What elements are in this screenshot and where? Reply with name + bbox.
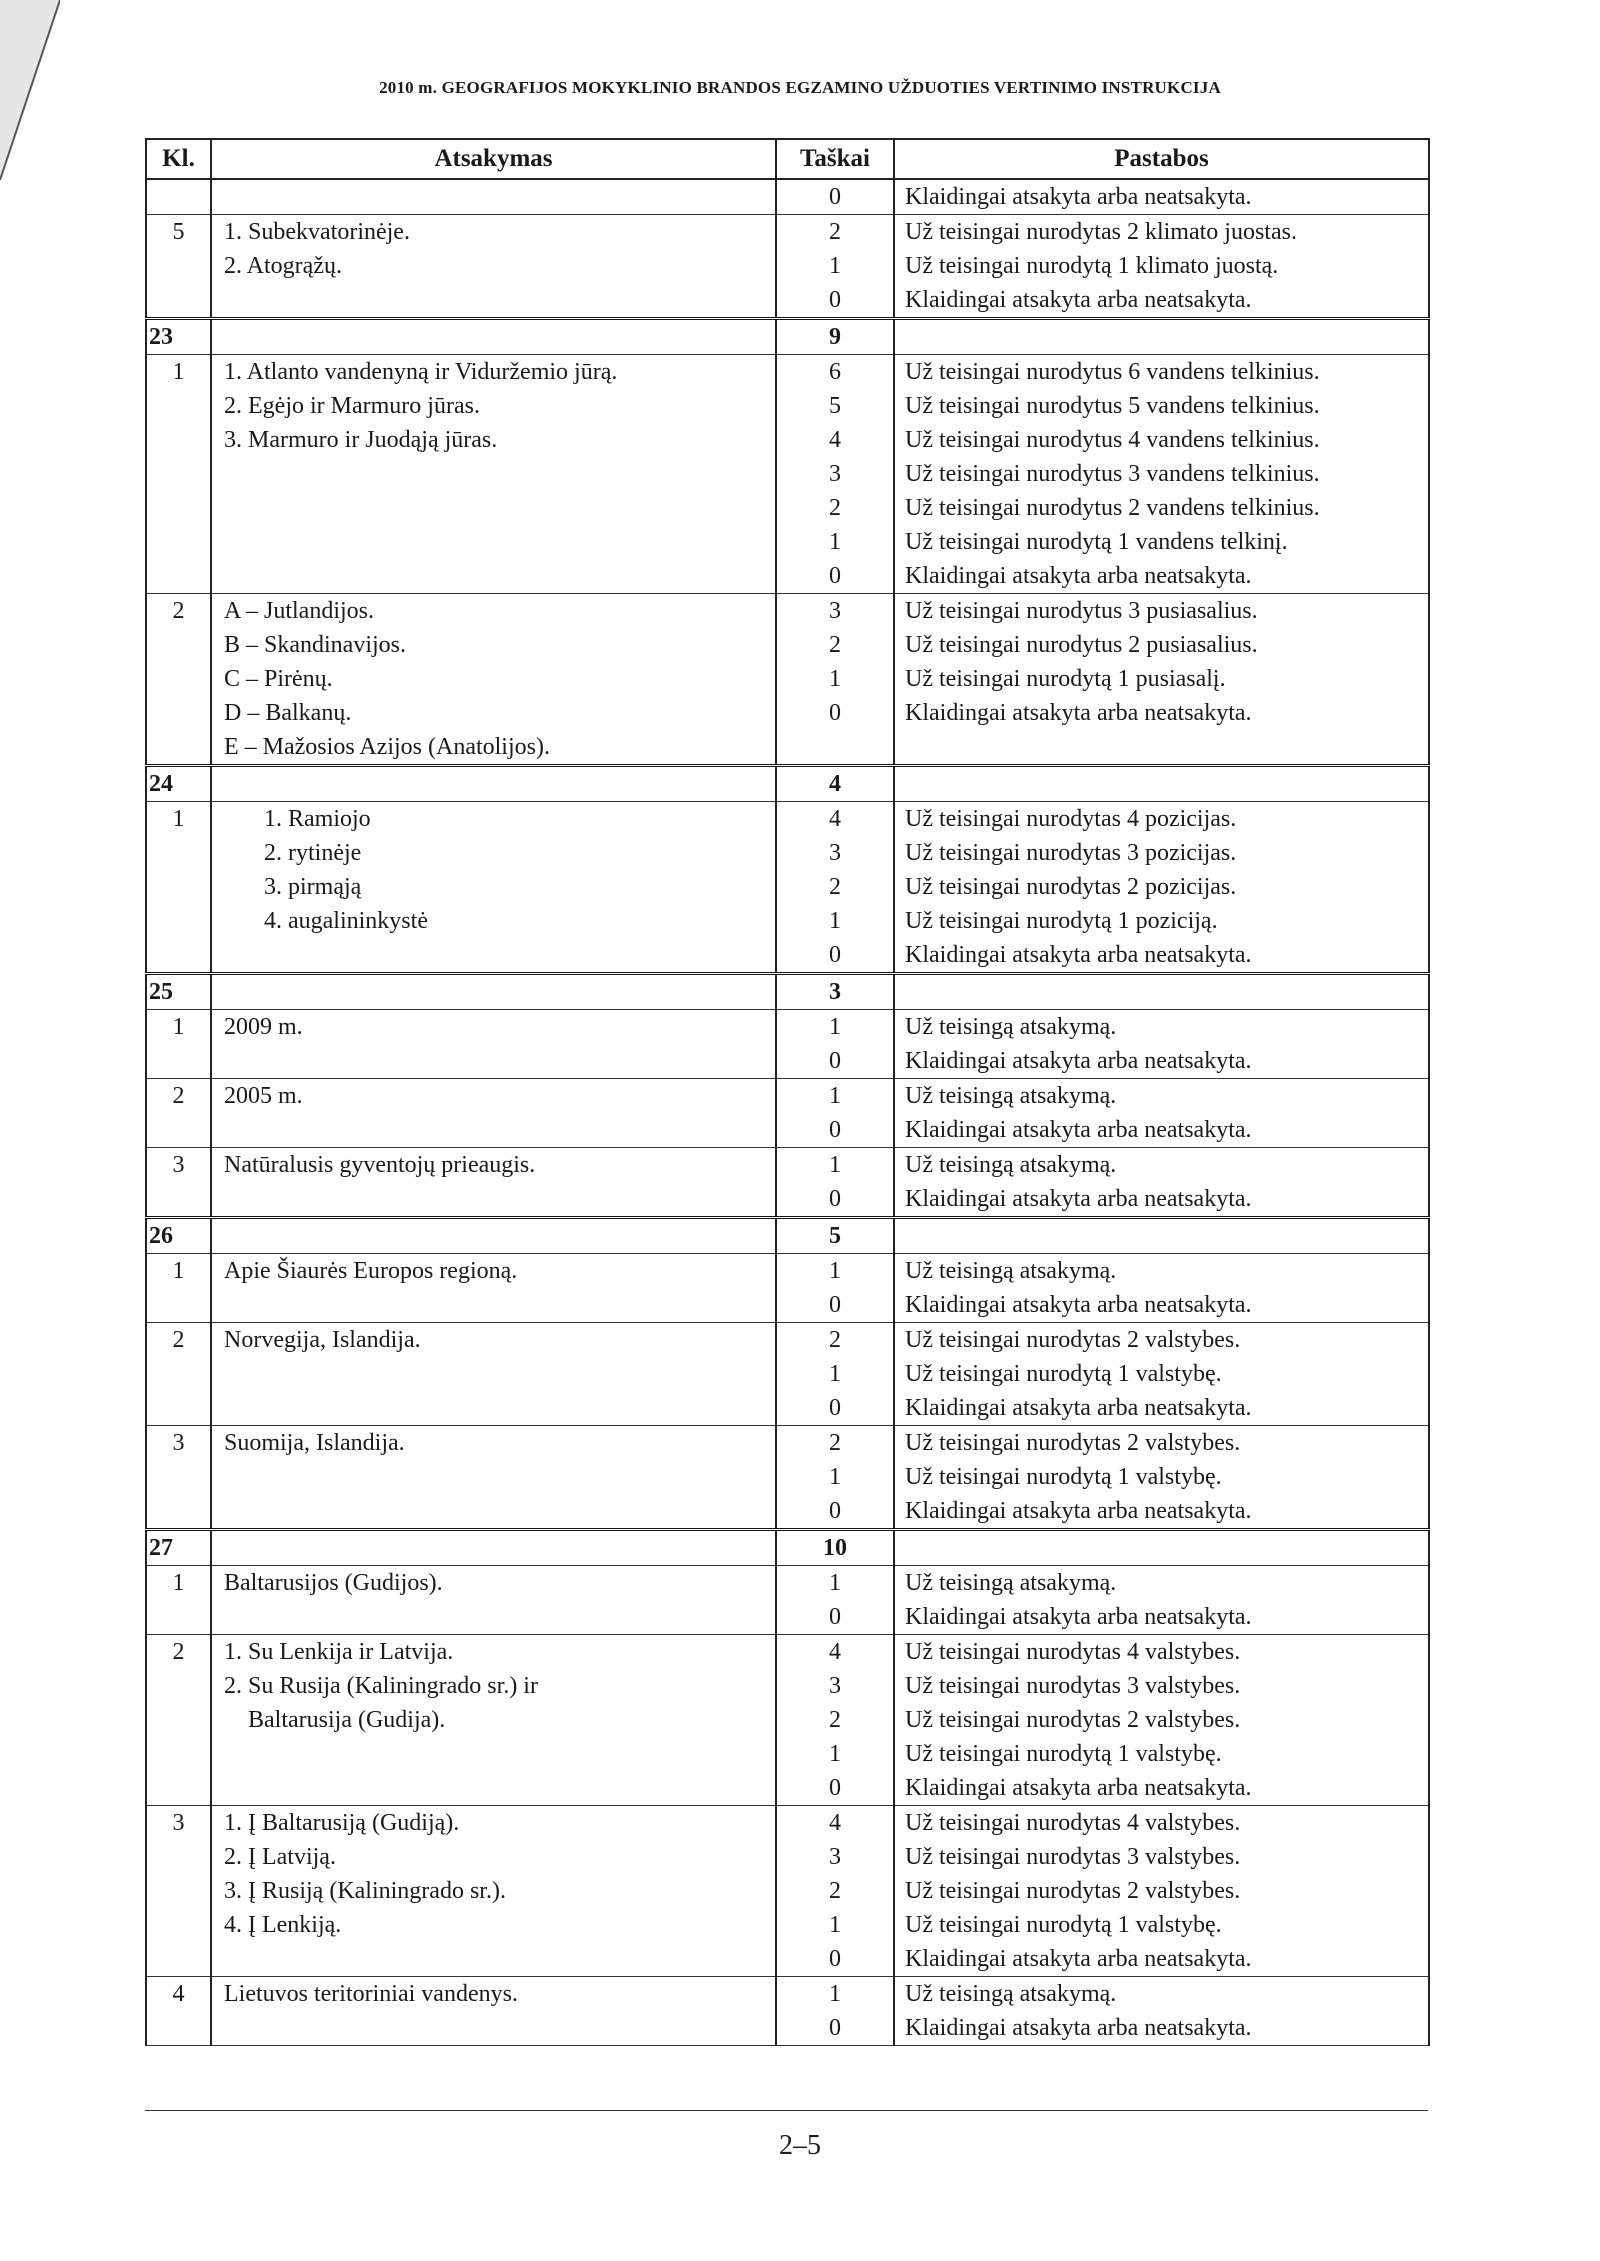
points-value: 5 bbox=[829, 393, 841, 419]
empty-cell bbox=[894, 766, 1429, 802]
note-line: Klaidingai atsakyta arba neatsakyta. bbox=[905, 1775, 1252, 1801]
answer-line: 1. Su Lenkija ir Latvija. bbox=[224, 1639, 454, 1665]
table-row bbox=[146, 1148, 1429, 1218]
question-row bbox=[146, 1218, 1429, 1254]
answer-cell bbox=[211, 1323, 776, 1426]
answer-line: B – Skandinavijos. bbox=[224, 632, 407, 658]
points-value: 0 bbox=[829, 942, 841, 968]
points-value: 2 bbox=[829, 219, 841, 245]
note-line: Už teisingai nurodytą 1 pusiasalį. bbox=[905, 666, 1226, 692]
answer-cell bbox=[211, 1010, 776, 1079]
points-cell bbox=[776, 594, 894, 766]
subquestion-number: 2 bbox=[146, 1635, 211, 1806]
points-value: 0 bbox=[829, 700, 841, 726]
subquestion-number: 1 bbox=[146, 355, 211, 594]
column-header-answer: Atsakymas bbox=[211, 139, 776, 179]
points-value: 0 bbox=[829, 287, 841, 313]
notes-cell bbox=[894, 179, 1429, 215]
question-number: 23 bbox=[146, 319, 211, 355]
points-value: 1 bbox=[829, 1570, 841, 1596]
answer-cell bbox=[211, 355, 776, 594]
points-value: 0 bbox=[829, 1498, 841, 1524]
notes-cell bbox=[894, 1426, 1429, 1530]
page-header: 2010 m. GEOGRAFIJOS MOKYKLINIO BRANDOS EGZAMINO UŽDUOTIES VERTINIMO INSTRUKCIJA bbox=[379, 78, 1221, 97]
subquestion-number: 4 bbox=[146, 1977, 211, 2046]
grading-table bbox=[145, 138, 1430, 2046]
table-row bbox=[146, 179, 1429, 215]
table-row bbox=[146, 1566, 1429, 1635]
points-value: 1 bbox=[829, 1361, 841, 1387]
points-value: 2 bbox=[829, 1707, 841, 1733]
answer-line: 2. Su Rusija (Kaliningrado sr.) ir bbox=[224, 1673, 538, 1699]
answer-line: Apie Šiaurės Europos regioną. bbox=[224, 1258, 518, 1284]
subquestion-number: 5 bbox=[146, 215, 211, 319]
notes-cell bbox=[894, 1010, 1429, 1079]
answer-line: Baltarusija (Gudija). bbox=[224, 1707, 446, 1733]
empty-cell bbox=[211, 766, 776, 802]
table-row bbox=[146, 802, 1429, 974]
note-line: Už teisingą atsakymą. bbox=[905, 1152, 1117, 1178]
note-line: Klaidingai atsakyta arba neatsakyta. bbox=[905, 1186, 1252, 1212]
answer-line: Suomija, Islandija. bbox=[224, 1430, 405, 1456]
answer-cell bbox=[211, 1426, 776, 1530]
note-line: Klaidingai atsakyta arba neatsakyta. bbox=[905, 563, 1252, 589]
answer-line: 2009 m. bbox=[224, 1014, 303, 1040]
points-value: 3 bbox=[829, 1673, 841, 1699]
empty-cell bbox=[894, 319, 1429, 355]
points-value: 1 bbox=[829, 529, 841, 555]
points-value: 2 bbox=[829, 874, 841, 900]
note-line: Už teisingą atsakymą. bbox=[905, 1570, 1117, 1596]
points-cell bbox=[776, 1566, 894, 1635]
empty-cell bbox=[211, 974, 776, 1010]
subquestion-number bbox=[146, 179, 211, 215]
points-value: 2 bbox=[829, 1430, 841, 1456]
answer-line: 1. Ramiojo bbox=[264, 806, 371, 832]
points-value: 4 bbox=[829, 1810, 841, 1836]
points-cell bbox=[776, 215, 894, 319]
points-cell bbox=[776, 1635, 894, 1806]
notes-cell bbox=[894, 1806, 1429, 1977]
question-total-points: 4 bbox=[776, 766, 894, 802]
subquestion-number: 1 bbox=[146, 802, 211, 974]
answer-cell bbox=[211, 1254, 776, 1323]
points-value: 2 bbox=[829, 1327, 841, 1353]
subquestion-number: 3 bbox=[146, 1148, 211, 1218]
question-number: 25 bbox=[146, 974, 211, 1010]
points-value: 1 bbox=[829, 1258, 841, 1284]
answer-line: 3. Į Rusiją (Kaliningrado sr.). bbox=[224, 1878, 506, 1904]
answer-cell bbox=[211, 1148, 776, 1218]
note-line: Už teisingai nurodytą 1 valstybę. bbox=[905, 1464, 1222, 1490]
note-line: Klaidingai atsakyta arba neatsakyta. bbox=[905, 1604, 1252, 1630]
points-value: 3 bbox=[829, 1844, 841, 1870]
answer-line: 4. Į Lenkiją. bbox=[224, 1912, 342, 1938]
table-row bbox=[146, 1977, 1429, 2046]
points-value: 4 bbox=[829, 427, 841, 453]
points-cell bbox=[776, 1426, 894, 1530]
question-row bbox=[146, 766, 1429, 802]
notes-cell bbox=[894, 1148, 1429, 1218]
note-line: Už teisingai nurodytus 4 vandens telkinius. bbox=[905, 427, 1320, 453]
question-total-points: 3 bbox=[776, 974, 894, 1010]
points-value: 1 bbox=[829, 1464, 841, 1490]
note-line: Klaidingai atsakyta arba neatsakyta. bbox=[905, 1395, 1252, 1421]
points-cell bbox=[776, 1806, 894, 1977]
points-value: 1 bbox=[829, 666, 841, 692]
answer-line: 2. Egėjo ir Marmuro jūras. bbox=[224, 393, 480, 419]
answer-line: A – Jutlandijos. bbox=[224, 598, 375, 624]
points-cell bbox=[776, 355, 894, 594]
notes-cell bbox=[894, 802, 1429, 974]
notes-cell bbox=[894, 1079, 1429, 1148]
answer-line: Lietuvos teritoriniai vandenys. bbox=[224, 1981, 518, 2007]
answer-line: 4. augalininkystė bbox=[264, 908, 428, 934]
points-value: 2 bbox=[829, 1878, 841, 1904]
answer-cell bbox=[211, 1079, 776, 1148]
notes-cell bbox=[894, 1635, 1429, 1806]
subquestion-number: 1 bbox=[146, 1566, 211, 1635]
points-value: 0 bbox=[829, 1117, 841, 1143]
answer-line: 2. rytinėje bbox=[264, 840, 362, 866]
subquestion-number: 3 bbox=[146, 1806, 211, 1977]
note-line: Už teisingai nurodytas 4 valstybes. bbox=[905, 1810, 1241, 1836]
note-line: Už teisingai nurodytas 3 pozicijas. bbox=[905, 840, 1237, 866]
points-value: 2 bbox=[829, 495, 841, 521]
table-row bbox=[146, 1010, 1429, 1079]
question-number: 26 bbox=[146, 1218, 211, 1254]
note-line: Už teisingą atsakymą. bbox=[905, 1014, 1117, 1040]
note-line: Klaidingai atsakyta arba neatsakyta. bbox=[905, 700, 1252, 726]
points-value: 0 bbox=[829, 1395, 841, 1421]
note-line: Už teisingai nurodytą 1 valstybę. bbox=[905, 1741, 1222, 1767]
points-value: 4 bbox=[829, 806, 841, 832]
points-value: 0 bbox=[829, 1048, 841, 1074]
notes-cell bbox=[894, 1323, 1429, 1426]
page-number: 2–5 bbox=[779, 2130, 821, 2161]
column-header-points: Taškai bbox=[776, 139, 894, 179]
points-value: 0 bbox=[829, 563, 841, 589]
note-line: Už teisingai nurodytus 5 vandens telkinius. bbox=[905, 393, 1320, 419]
answer-cell bbox=[211, 1806, 776, 1977]
empty-cell bbox=[894, 1218, 1429, 1254]
answer-line: 2005 m. bbox=[224, 1083, 303, 1109]
note-line: Už teisingai nurodytas 2 klimato juostas. bbox=[905, 219, 1297, 245]
notes-cell bbox=[894, 594, 1429, 766]
note-line: Už teisingą atsakymą. bbox=[905, 1083, 1117, 1109]
points-value: 3 bbox=[829, 461, 841, 487]
table-row bbox=[146, 355, 1429, 594]
points-value: 0 bbox=[829, 1775, 841, 1801]
notes-cell bbox=[894, 215, 1429, 319]
answer-cell bbox=[211, 1977, 776, 2046]
subquestion-number: 3 bbox=[146, 1426, 211, 1530]
question-row bbox=[146, 1530, 1429, 1566]
note-line: Klaidingai atsakyta arba neatsakyta. bbox=[905, 287, 1252, 313]
note-line: Už teisingą atsakymą. bbox=[905, 1258, 1117, 1284]
note-line: Už teisingai nurodytą 1 valstybę. bbox=[905, 1912, 1222, 1938]
answer-line: Norvegija, Islandija. bbox=[224, 1327, 421, 1353]
points-value: 4 bbox=[829, 1639, 841, 1665]
answer-line: 2. Atogrąžų. bbox=[224, 253, 342, 279]
subquestion-number: 1 bbox=[146, 1254, 211, 1323]
note-line: Už teisingai nurodytus 2 pusiasalius. bbox=[905, 632, 1258, 658]
question-number: 24 bbox=[146, 766, 211, 802]
points-cell bbox=[776, 802, 894, 974]
table-body bbox=[146, 179, 1429, 2046]
points-value: 1 bbox=[829, 908, 841, 934]
answer-line: Baltarusijos (Gudijos). bbox=[224, 1570, 443, 1596]
points-value: 6 bbox=[829, 359, 841, 385]
empty-cell bbox=[894, 974, 1429, 1010]
note-line: Už teisingai nurodytas 2 valstybes. bbox=[905, 1430, 1241, 1456]
note-line: Už teisingai nurodytas 2 valstybes. bbox=[905, 1878, 1241, 1904]
column-header-kl: Kl. bbox=[146, 139, 211, 179]
column-header-notes: Pastabos bbox=[894, 139, 1429, 179]
subquestion-number: 2 bbox=[146, 1079, 211, 1148]
points-cell bbox=[776, 1079, 894, 1148]
points-value: 0 bbox=[829, 1946, 841, 1972]
note-line: Klaidingai atsakyta arba neatsakyta. bbox=[905, 1117, 1252, 1143]
points-value: 1 bbox=[829, 1083, 841, 1109]
table-row bbox=[146, 1426, 1429, 1530]
notes-cell bbox=[894, 1566, 1429, 1635]
note-line: Už teisingai nurodytą 1 vandens telkinį. bbox=[905, 529, 1288, 555]
answer-line: E – Mažosios Azijos (Anatolijos). bbox=[224, 734, 550, 760]
note-line: Klaidingai atsakyta arba neatsakyta. bbox=[905, 2015, 1252, 2041]
answer-line: D – Balkanų. bbox=[224, 700, 352, 726]
note-line: Už teisingai nurodytas 4 pozicijas. bbox=[905, 806, 1237, 832]
points-cell bbox=[776, 1323, 894, 1426]
note-line: Už teisingai nurodytus 6 vandens telkinius. bbox=[905, 359, 1320, 385]
note-line: Už teisingai nurodytus 2 vandens telkinius. bbox=[905, 495, 1320, 521]
table-row bbox=[146, 1079, 1429, 1148]
note-line: Už teisingai nurodytą 1 poziciją. bbox=[905, 908, 1218, 934]
answer-cell bbox=[211, 1566, 776, 1635]
points-value: 1 bbox=[829, 1014, 841, 1040]
answer-cell bbox=[211, 1635, 776, 1806]
empty-cell bbox=[894, 1530, 1429, 1566]
points-cell bbox=[776, 1977, 894, 2046]
answer-line: C – Pirėnų. bbox=[224, 666, 333, 692]
notes-cell bbox=[894, 1977, 1429, 2046]
note-line: Klaidingai atsakyta arba neatsakyta. bbox=[905, 942, 1252, 968]
question-total-points: 9 bbox=[776, 319, 894, 355]
table-row bbox=[146, 1635, 1429, 1806]
points-cell bbox=[776, 1254, 894, 1323]
table-row bbox=[146, 1323, 1429, 1426]
points-cell bbox=[776, 1010, 894, 1079]
subquestion-number: 2 bbox=[146, 594, 211, 766]
note-line: Už teisingą atsakymą. bbox=[905, 1981, 1117, 2007]
empty-cell bbox=[211, 319, 776, 355]
note-line: Klaidingai atsakyta arba neatsakyta. bbox=[905, 1048, 1252, 1074]
note-line: Klaidingai atsakyta arba neatsakyta. bbox=[905, 1498, 1252, 1524]
table-header-row bbox=[146, 139, 1429, 179]
points-value: 0 bbox=[829, 184, 841, 210]
points-value: 3 bbox=[829, 840, 841, 866]
points-value: 0 bbox=[829, 1186, 841, 1212]
empty-cell bbox=[211, 1218, 776, 1254]
points-value: 0 bbox=[829, 1604, 841, 1630]
note-line: Už teisingai nurodytas 2 valstybes. bbox=[905, 1707, 1241, 1733]
points-value: 3 bbox=[829, 598, 841, 624]
answer-line: 3. pirmąją bbox=[264, 874, 362, 900]
note-line: Už teisingai nurodytą 1 klimato juostą. bbox=[905, 253, 1279, 279]
answer-cell bbox=[211, 594, 776, 766]
question-row bbox=[146, 319, 1429, 355]
subquestion-number: 1 bbox=[146, 1010, 211, 1079]
note-line: Už teisingai nurodytas 2 pozicijas. bbox=[905, 874, 1237, 900]
points-value: 2 bbox=[829, 632, 841, 658]
answer-line: 2. Į Latviją. bbox=[224, 1844, 336, 1870]
note-line: Už teisingai nurodytą 1 valstybę. bbox=[905, 1361, 1222, 1387]
note-line: Už teisingai nurodytas 3 valstybes. bbox=[905, 1673, 1241, 1699]
note-line: Už teisingai nurodytas 3 valstybes. bbox=[905, 1844, 1241, 1870]
points-value: 1 bbox=[829, 1152, 841, 1178]
note-line: Klaidingai atsakyta arba neatsakyta. bbox=[905, 1292, 1252, 1318]
points-cell bbox=[776, 1148, 894, 1218]
note-line: Klaidingai atsakyta arba neatsakyta. bbox=[905, 184, 1252, 210]
table-row bbox=[146, 594, 1429, 766]
question-row bbox=[146, 974, 1429, 1010]
points-value: 1 bbox=[829, 253, 841, 279]
answer-line: 1. Atlanto vandenyną ir Viduržemio jūrą. bbox=[224, 359, 618, 385]
answer-cell bbox=[211, 215, 776, 319]
points-cell bbox=[776, 179, 894, 215]
note-line: Už teisingai nurodytas 2 valstybes. bbox=[905, 1327, 1241, 1353]
bottom-rule bbox=[145, 2110, 1428, 2111]
answer-line: 3. Marmuro ir Juodąją jūras. bbox=[224, 427, 498, 453]
notes-cell bbox=[894, 355, 1429, 594]
answer-cell bbox=[211, 802, 776, 974]
points-value: 1 bbox=[829, 1981, 841, 2007]
note-line: Už teisingai nurodytas 4 valstybes. bbox=[905, 1639, 1241, 1665]
notes-cell bbox=[894, 1254, 1429, 1323]
answer-cell bbox=[211, 179, 776, 215]
points-value: 1 bbox=[829, 1741, 841, 1767]
note-line: Už teisingai nurodytus 3 vandens telkinius. bbox=[905, 461, 1320, 487]
note-line: Už teisingai nurodytus 3 pusiasalius. bbox=[905, 598, 1258, 624]
points-value: 0 bbox=[829, 2015, 841, 2041]
table-row bbox=[146, 1806, 1429, 1977]
question-total-points: 5 bbox=[776, 1218, 894, 1254]
points-value: 0 bbox=[829, 1292, 841, 1318]
answer-line: Natūralusis gyventojų prieaugis. bbox=[224, 1152, 536, 1178]
points-value: 1 bbox=[829, 1912, 841, 1938]
table-row bbox=[146, 1254, 1429, 1323]
answer-line: 1. Į Baltarusiją (Gudiją). bbox=[224, 1810, 460, 1836]
question-number: 27 bbox=[146, 1530, 211, 1566]
subquestion-number: 2 bbox=[146, 1323, 211, 1426]
answer-line: 1. Subekvatorinėje. bbox=[224, 219, 410, 245]
empty-cell bbox=[211, 1530, 776, 1566]
table-row bbox=[146, 215, 1429, 319]
question-total-points: 10 bbox=[776, 1530, 894, 1566]
note-line: Klaidingai atsakyta arba neatsakyta. bbox=[905, 1946, 1252, 1972]
